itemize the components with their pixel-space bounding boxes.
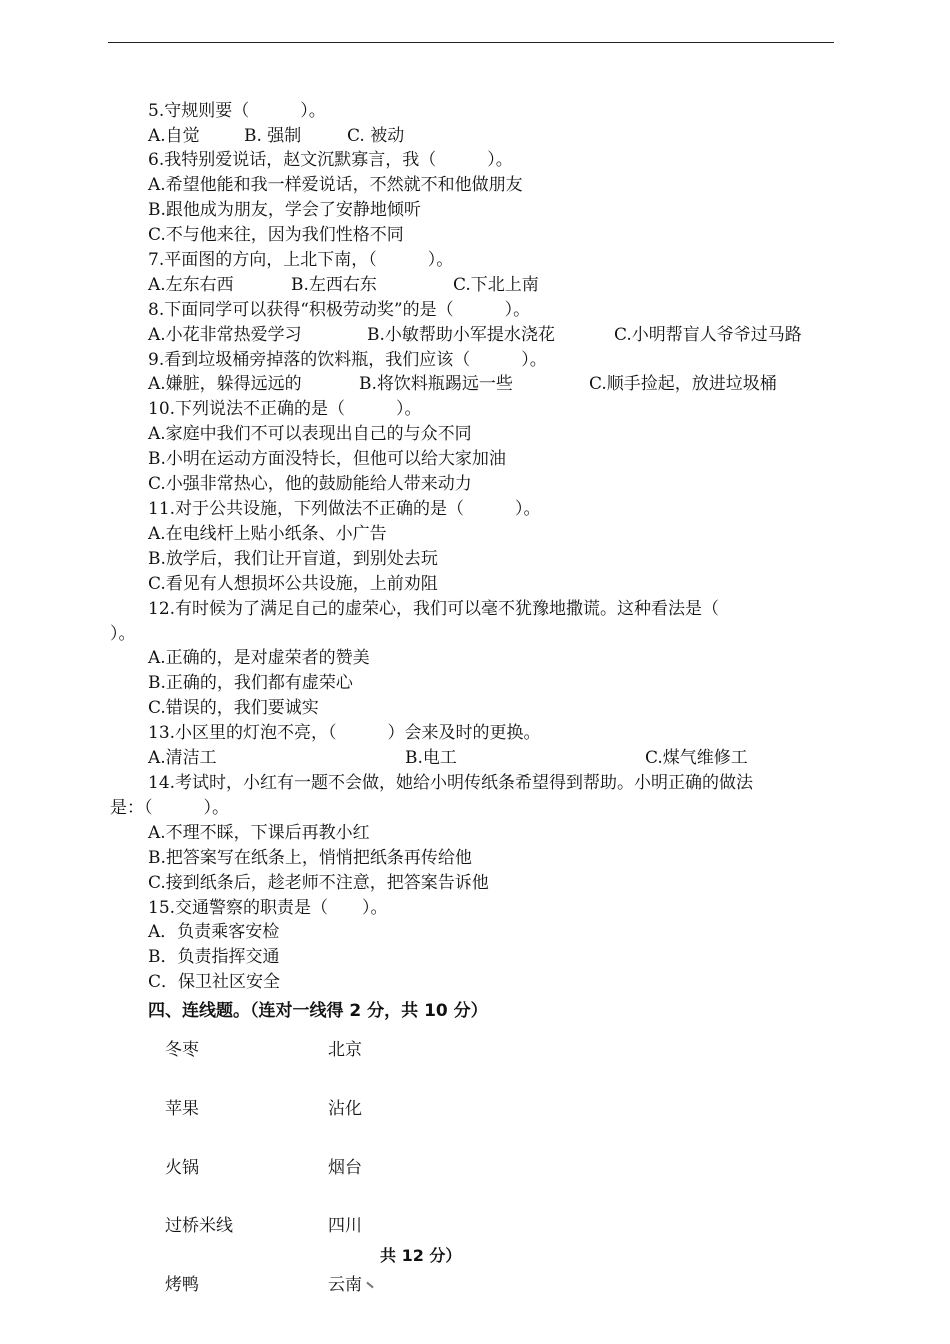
- question-14-option-b[interactable]: B.把答案写在纸条上，悄悄把纸条再传给他: [148, 848, 472, 868]
- question-10-option-b[interactable]: B.小明在运动方面没特长，但他可以给大家加油: [148, 449, 506, 469]
- question-7-stem: 7.平面图的方向，上北下南，（ ）。: [148, 250, 454, 270]
- question-11-option-c[interactable]: C.看见有人想损坏公共设施，上前劝阻: [148, 574, 438, 594]
- question-11-stem: 11.对于公共设施，下列做法不正确的是（ ）。: [148, 499, 541, 519]
- match-left-item[interactable]: 苹果: [165, 1099, 199, 1119]
- question-13-option-c[interactable]: C.煤气维修工: [645, 748, 748, 768]
- header-rule: [108, 42, 834, 43]
- question-8-option-b[interactable]: B.小敏帮助小军提水浇花: [367, 325, 555, 345]
- question-7-option-a[interactable]: A.左东右西: [148, 275, 234, 295]
- question-13-option-a[interactable]: A.清洁工: [148, 748, 217, 768]
- question-7-option-b[interactable]: B.左西右东: [291, 275, 377, 295]
- question-6-option-c[interactable]: C.不与他来往，因为我们性格不同: [148, 225, 404, 245]
- match-right-item[interactable]: 北京: [328, 1040, 362, 1060]
- question-15-stem: 15.交通警察的职责是（ ）。: [148, 898, 388, 918]
- question-15-option-b[interactable]: B．负责指挥交通: [148, 947, 280, 967]
- question-5-option-a[interactable]: A.自觉: [148, 126, 200, 146]
- question-13-stem: 13.小区里的灯泡不亮，（ ）会来及时的更换。: [148, 723, 541, 743]
- question-10-option-a[interactable]: A.家庭中我们不可以表现出自己的与众不同: [148, 424, 472, 444]
- question-13-option-b[interactable]: B.电工: [405, 748, 457, 768]
- question-12-option-a[interactable]: A.正确的，是对虚荣者的赞美: [148, 648, 370, 668]
- match-left-item[interactable]: 冬枣: [165, 1040, 199, 1060]
- match-left-item[interactable]: 烤鸭: [165, 1275, 199, 1295]
- question-6-stem: 6.我特别爱说话，赵文沉默寡言，我（ ）。: [148, 150, 513, 170]
- question-9-option-b[interactable]: B.将饮料瓶踢远一些: [359, 374, 513, 394]
- question-9-option-a[interactable]: A.嫌脏，躲得远远的: [148, 374, 302, 394]
- question-15-option-c[interactable]: C．保卫社区安全: [148, 972, 281, 992]
- question-8-stem: 8.下面同学可以获得“积极劳动奖”的是（ ）。: [148, 300, 531, 320]
- question-10-option-c[interactable]: C.小强非常热心，他的鼓励能给人带来动力: [148, 474, 472, 494]
- question-7-option-c[interactable]: C.下北上南: [453, 275, 539, 295]
- question-12-option-c[interactable]: C.错误的，我们要诚实: [148, 698, 319, 718]
- question-14-option-c[interactable]: C.接到纸条后，趁老师不注意，把答案告诉他: [148, 873, 489, 893]
- question-5-option-c[interactable]: C. 被动: [347, 126, 405, 146]
- question-11-option-a[interactable]: A.在电线杆上贴小纸条、小广告: [148, 524, 387, 544]
- question-8-option-a[interactable]: A.小花非常热爱学习: [148, 325, 302, 345]
- question-10-stem: 10.下列说法不正确的是（ ）。: [148, 399, 422, 419]
- question-6-option-b[interactable]: B.跟他成为朋友，学会了安静地倾听: [148, 200, 421, 220]
- question-5-option-b[interactable]: B. 强制: [244, 126, 302, 146]
- section-4-heading: 四、连线题。（连对一线得 2 分，共 10 分）: [148, 1001, 488, 1021]
- question-8-option-c[interactable]: C.小明帮盲人爷爷过马路: [614, 325, 802, 345]
- match-left-item[interactable]: 过桥米线: [165, 1216, 233, 1236]
- match-right-item[interactable]: 四川: [328, 1216, 362, 1236]
- match-right-item[interactable]: 烟台: [328, 1158, 362, 1178]
- match-right-item[interactable]: 云南: [328, 1275, 362, 1295]
- question-12-stem-cont: ）。: [110, 624, 136, 644]
- question-14-stem-cont: 是：（ ）。: [110, 798, 229, 818]
- question-9-option-c[interactable]: C.顺手捡起，放进垃圾桶: [589, 374, 777, 394]
- match-right-item[interactable]: 沾化: [328, 1099, 362, 1119]
- question-14-option-a[interactable]: A.不理不睬，下课后再教小红: [148, 823, 370, 843]
- question-14-stem: 14.考试时，小红有一题不会做，她给小明传纸条希望得到帮助。小明正确的做法: [148, 773, 754, 793]
- overlapping-text-fragment: 共 12 分）: [380, 1246, 462, 1265]
- question-5-stem: 5.守规则要（ ）。: [148, 101, 326, 121]
- match-left-item[interactable]: 火锅: [165, 1158, 199, 1178]
- question-15-option-a[interactable]: A．负责乘客安检: [148, 922, 280, 942]
- question-12-stem: 12.有时候为了满足自己的虚荣心，我们可以毫不犹豫地撒谎。这种看法是（: [148, 599, 720, 619]
- question-12-option-b[interactable]: B.正确的，我们都有虚荣心: [148, 673, 353, 693]
- question-6-option-a[interactable]: A.希望他能和我一样爱说话，不然就不和他做朋友: [148, 175, 523, 195]
- question-9-stem: 9.看到垃圾桶旁掉落的饮料瓶，我们应该（ ）。: [148, 350, 547, 370]
- stray-mark: [366, 1282, 373, 1289]
- question-11-option-b[interactable]: B.放学后，我们让开盲道，到别处去玩: [148, 549, 438, 569]
